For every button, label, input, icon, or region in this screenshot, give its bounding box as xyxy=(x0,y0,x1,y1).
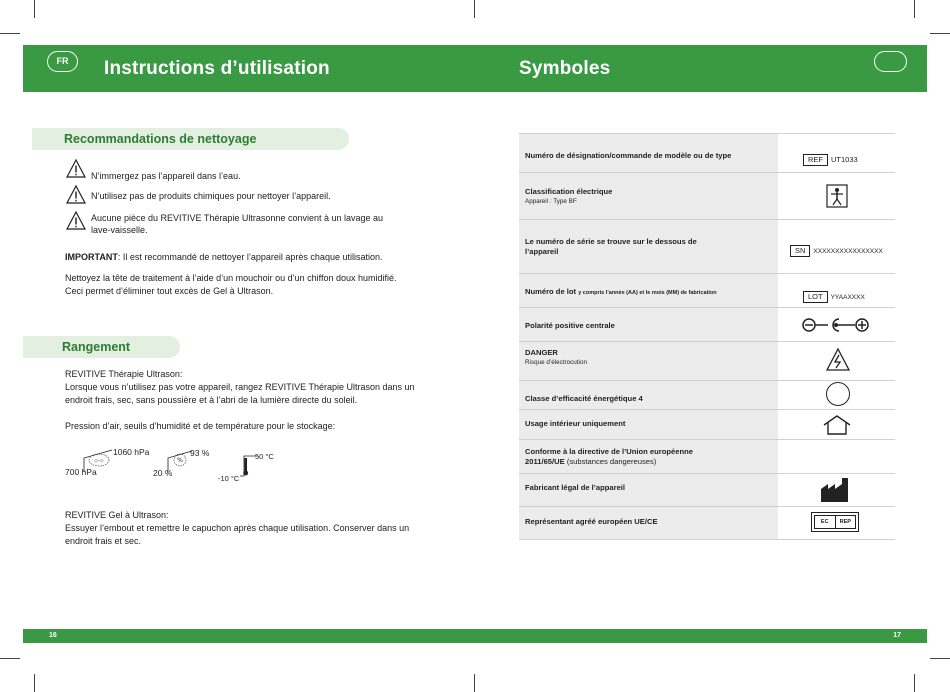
symbol-cell xyxy=(778,381,895,409)
crop-mark xyxy=(914,674,915,692)
warning-text: Aucune pièce du REVITIVE Thérapie Ultrasonne convient à un lavage au xyxy=(91,213,384,223)
symbol-sublabel: Risque d’électrocution xyxy=(525,359,587,366)
symbol-label xyxy=(519,134,778,172)
type-bf-icon xyxy=(826,184,848,208)
storage-product: REVITIVE Thérapie Ultrason: xyxy=(65,369,183,379)
crop-mark xyxy=(474,674,475,692)
symbol-cell xyxy=(778,474,895,506)
ec-rep-icon xyxy=(811,512,859,532)
crop-mark xyxy=(0,658,20,659)
symbol-label-text: Classification électrique xyxy=(525,187,613,196)
sn-box: SN xyxy=(790,245,810,257)
page-number-left: 16 xyxy=(49,632,57,639)
language-badge: FR xyxy=(47,51,78,72)
footer-band-right xyxy=(475,629,927,643)
ec-label: EC xyxy=(815,516,836,528)
storage-text: Lorsque vous n’utilisez pas votre appareil, rangez REVITIVE Thérapie Ultrason dans un xyxy=(65,382,415,392)
crop-mark xyxy=(930,658,950,659)
table-row xyxy=(519,274,895,308)
storage-text: endroit frais, sec, sans poussière et à l’abri de la lumière directe du soleil. xyxy=(65,395,358,405)
humidity-low: 20 % xyxy=(153,468,173,478)
symbol-label-text: Fabricant légal de l’appareil xyxy=(525,483,626,492)
svg-text:◇–◇: ◇–◇ xyxy=(94,459,104,464)
footer-band-left xyxy=(23,629,475,643)
table-row xyxy=(519,173,895,220)
important-label: IMPORTANT xyxy=(65,252,118,262)
table-row xyxy=(519,342,895,381)
center-positive-polarity-icon xyxy=(801,317,871,333)
symbol-sublabel: Appareil : Type BF xyxy=(525,198,577,205)
crop-mark xyxy=(0,33,20,34)
symbol-label-text: Numéro de désignation/commande de modèle ou de type xyxy=(525,151,732,160)
storage-heading: Rangement xyxy=(23,336,180,358)
ref-box: REF xyxy=(803,154,828,166)
svg-text:%: % xyxy=(177,457,183,464)
symbol-cell xyxy=(778,220,895,273)
table-row xyxy=(519,507,895,540)
symbol-label-text: Conforme à la directive de l’Union européenne xyxy=(525,447,693,456)
manufacturer-icon xyxy=(820,477,852,503)
crop-mark xyxy=(914,0,915,18)
ec-rep-inner xyxy=(814,515,856,529)
warning-text: lave-vaisselle. xyxy=(91,225,148,235)
table-row xyxy=(519,410,895,440)
clean-instruction: Nettoyez la tête de traitement à l’aide d’un mouchoir ou d’un chiffon doux humidifié. xyxy=(65,273,397,283)
lot-value: YYAAXXXX xyxy=(830,294,865,301)
warning-icon xyxy=(66,185,86,205)
storage-text: endroit frais et sec. xyxy=(65,536,142,546)
symbol-label xyxy=(519,507,778,539)
symbol-cell xyxy=(778,507,895,539)
important-text: : Il est recommandé de nettoyer l’appareil après chaque utilisation. xyxy=(117,252,383,262)
symbol-label-suffix: (substances dangereuses) xyxy=(566,457,657,466)
clean-instruction: Ceci permet d’éliminer tout excès de Gel à Ultrason. xyxy=(65,286,274,296)
table-row xyxy=(519,220,895,274)
indoor-use-icon xyxy=(822,415,852,435)
symbol-label-suffix: y compris l’année (AA) et le mois (MM) de fabrication xyxy=(578,290,717,296)
symbol-label xyxy=(519,308,778,341)
symbol-cell xyxy=(778,274,895,307)
symbol-label-text: Polarité positive centrale xyxy=(525,321,615,330)
symbol-cell xyxy=(778,342,895,380)
symbol-label xyxy=(519,220,778,273)
energy-class-icon xyxy=(825,381,851,407)
symbol-label-text: Représentant agréé européen UE/CE xyxy=(525,517,658,526)
blank-badge xyxy=(874,51,907,72)
electric-hazard-icon xyxy=(826,348,850,372)
rep-label: REP xyxy=(839,519,851,525)
warning-text: N’immergez pas l’appareil dans l’eau. xyxy=(91,171,241,181)
symbol-label xyxy=(519,274,778,307)
symbol-label-text: DANGER xyxy=(525,348,558,357)
symbol-label xyxy=(519,381,778,409)
crop-mark xyxy=(34,0,35,18)
pressure-low: 700 hPa xyxy=(65,467,97,477)
lot-box: LOT xyxy=(803,291,828,303)
storage-limits-intro: Pression d’air, seuils d’humidité et de température pour le stockage: xyxy=(65,421,336,431)
symbol-cell xyxy=(778,410,895,439)
storage-product: REVITIVE Gel à Ultrason: xyxy=(65,510,169,520)
warning-text: N’utilisez pas de produits chimiques pour nettoyer l’appareil. xyxy=(91,191,331,201)
table-row xyxy=(519,474,895,507)
pressure-high: 1060 hPa xyxy=(113,447,150,457)
sn-value: XXXXXXXXXXXXXXXX xyxy=(813,248,883,255)
symbol-label-text: Numéro de lot xyxy=(525,287,577,296)
symbol-cell xyxy=(778,173,895,219)
warning-icon xyxy=(66,159,86,179)
symbol-label-text: Le numéro de série se trouve sur le dessous de l’appareil xyxy=(525,237,697,256)
crop-mark xyxy=(474,0,475,18)
crop-mark xyxy=(930,33,950,34)
table-row xyxy=(519,440,895,474)
symbol-label xyxy=(519,440,778,473)
table-row xyxy=(519,134,895,173)
ref-value: UT1033 xyxy=(831,155,858,164)
symbol-label-text: Classe d’efficacité énergétique 4 xyxy=(525,394,643,403)
temperature-high: 50 °C xyxy=(255,452,274,461)
crop-mark xyxy=(34,674,35,692)
important-note xyxy=(65,251,382,264)
table-row xyxy=(519,381,895,410)
symbol-label xyxy=(519,474,778,506)
table-row xyxy=(519,308,895,342)
symbol-cell xyxy=(778,440,895,473)
symbol-label xyxy=(519,342,778,380)
cleaning-heading: Recommandations de nettoyage xyxy=(32,128,349,150)
storage-text: Essuyer l’embout et remettre le capuchon après chaque utilisation. Conserver dans un xyxy=(65,523,410,533)
symbol-cell xyxy=(778,308,895,341)
symbol-cell xyxy=(778,134,895,172)
page-title-right: Symboles xyxy=(519,58,611,79)
humidity-high: 93 % xyxy=(190,448,210,458)
temperature-low: -10 °C xyxy=(218,474,240,483)
page-title-left: Instructions d’utilisation xyxy=(104,58,330,79)
page-number-right: 17 xyxy=(893,632,901,639)
symbol-label xyxy=(519,410,778,439)
symbol-label-line2: 2011/65/UE xyxy=(525,457,565,466)
symbol-label-text: Usage intérieur uniquement xyxy=(525,419,626,428)
warning-icon xyxy=(66,211,86,231)
symbol-label xyxy=(519,173,778,219)
